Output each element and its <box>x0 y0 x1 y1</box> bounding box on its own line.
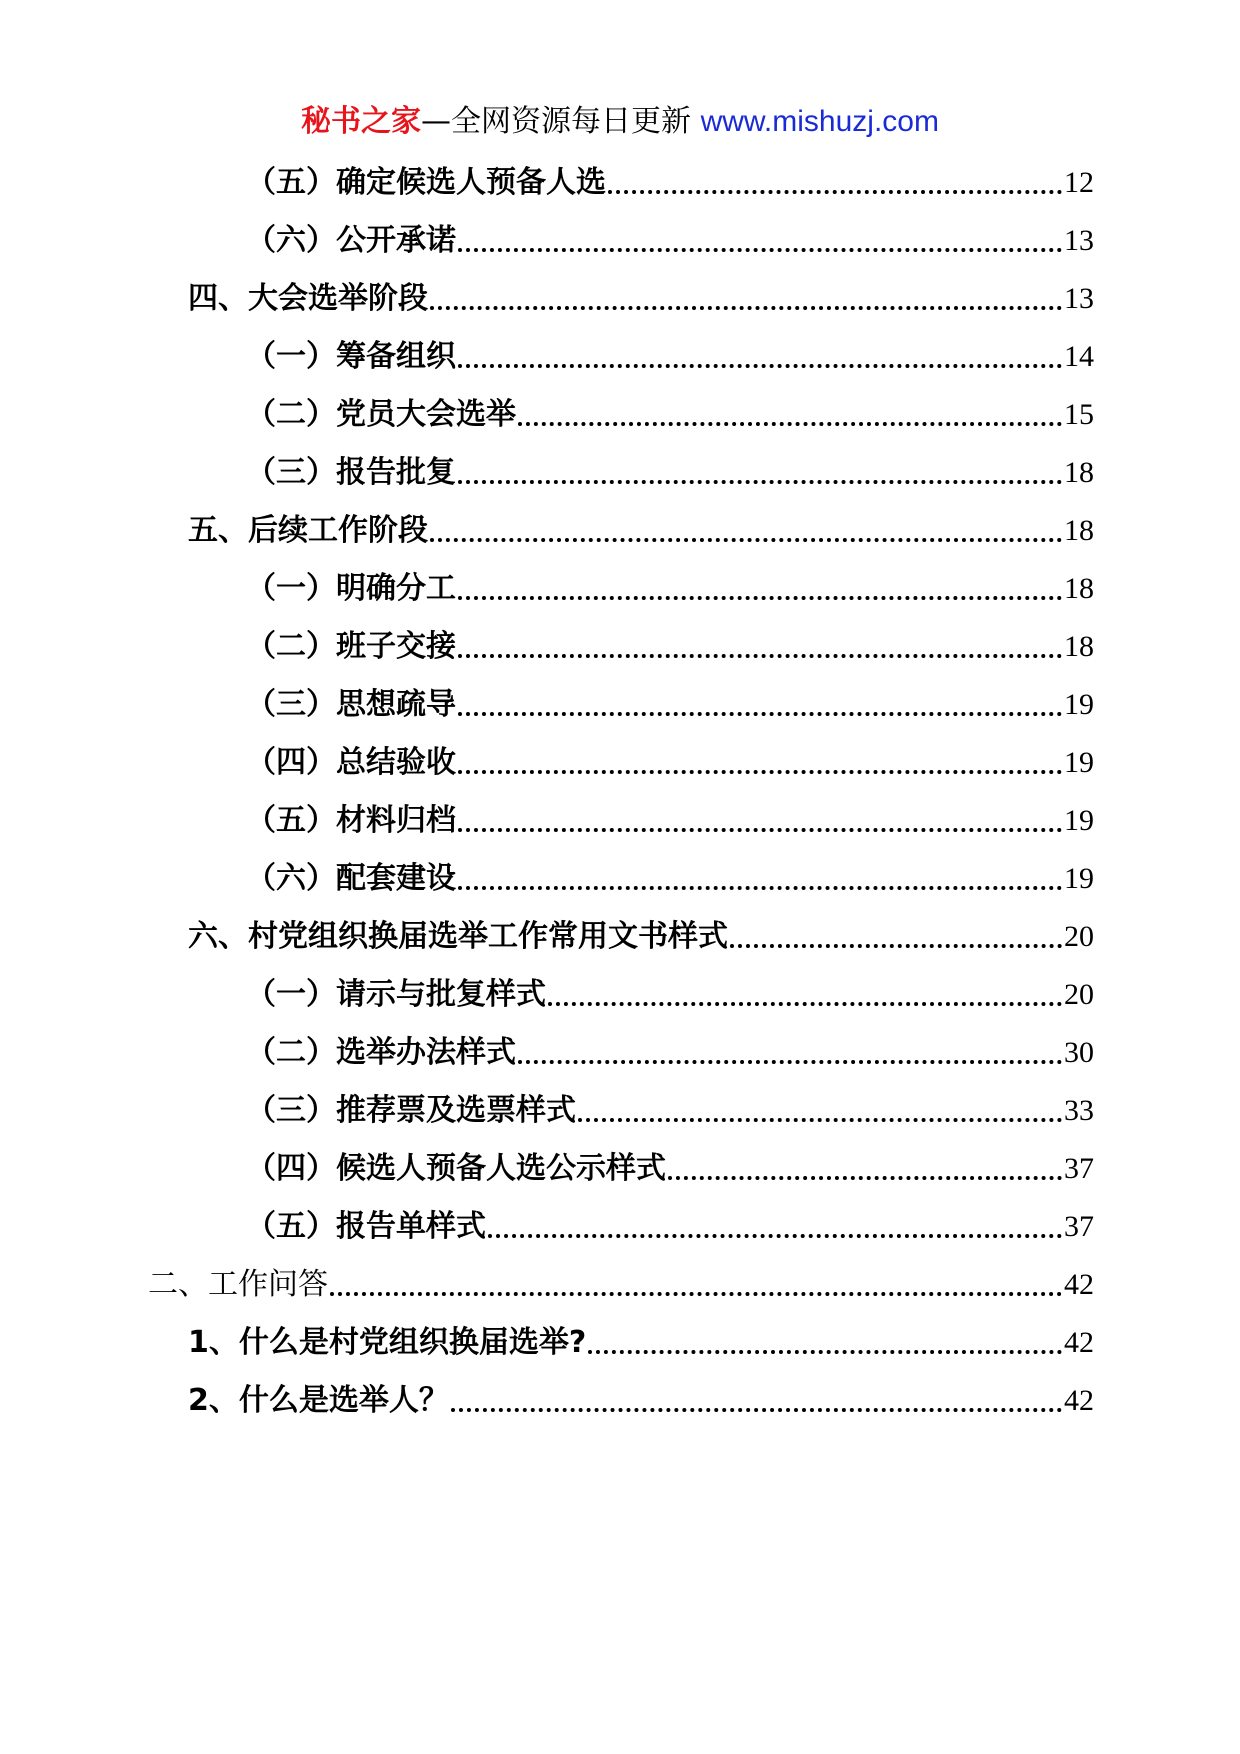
toc-entry[interactable] <box>246 801 1094 841</box>
toc-entry[interactable] <box>148 1265 1094 1305</box>
toc-entry-title: 2、什么是选举人？ <box>188 1383 449 1418</box>
toc-entry-page: 37 <box>1064 1210 1094 1243</box>
toc-entry-title: 五、后续工作阶段 <box>188 513 428 548</box>
toc-entry[interactable] <box>246 1033 1094 1073</box>
toc-entry[interactable] <box>246 395 1094 435</box>
toc-entry-title: （二）选举办法样式 <box>246 1035 516 1070</box>
toc-entry[interactable] <box>246 627 1094 667</box>
toc-entry[interactable] <box>246 975 1094 1015</box>
toc-entry-title: （五）材料归档 <box>246 803 456 838</box>
dot-leader <box>730 944 1062 948</box>
dot-leader <box>668 1176 1062 1180</box>
toc-entry-page: 30 <box>1064 1036 1094 1069</box>
toc-entry-title: （五）确定候选人预备人选 <box>246 165 606 200</box>
toc-entry-title: 1、什么是村党组织换届选举? <box>188 1325 587 1360</box>
toc-entry-page: 19 <box>1064 804 1094 837</box>
toc-entry-page: 42 <box>1064 1384 1094 1417</box>
dot-leader <box>458 596 1062 600</box>
toc-entry[interactable] <box>246 163 1094 203</box>
tagline: —全网资源每日更新 <box>421 104 701 139</box>
toc-entry[interactable] <box>246 1149 1094 1189</box>
dot-leader <box>588 1350 1062 1354</box>
dot-leader <box>451 1408 1062 1412</box>
site-url: www.mishuzj.com <box>700 105 939 138</box>
toc-entry-page: 19 <box>1064 746 1094 779</box>
dot-leader <box>458 886 1062 890</box>
toc-entry[interactable] <box>246 337 1094 377</box>
dot-leader <box>488 1234 1062 1238</box>
toc-entry-page: 33 <box>1064 1094 1094 1127</box>
toc-entry-page: 42 <box>1064 1326 1094 1359</box>
toc-entry[interactable] <box>246 685 1094 725</box>
toc-entry[interactable] <box>188 1323 1094 1363</box>
dot-leader <box>330 1292 1062 1296</box>
toc-entry-title: （四）候选人预备人选公示样式 <box>246 1151 666 1186</box>
toc-entry-title: （一）请示与批复样式 <box>246 977 546 1012</box>
toc-entry[interactable] <box>246 859 1094 899</box>
toc-entry-page: 12 <box>1064 166 1094 199</box>
toc-entry-title: （一）筹备组织 <box>246 339 456 374</box>
toc-entry-page: 42 <box>1064 1268 1094 1301</box>
dot-leader <box>458 480 1062 484</box>
dot-leader <box>578 1118 1062 1122</box>
dot-leader <box>608 190 1062 194</box>
toc-entry[interactable] <box>246 453 1094 493</box>
dot-leader <box>458 654 1062 658</box>
toc-entry-page: 18 <box>1064 514 1094 547</box>
toc-entry-title: （六）公开承诺 <box>246 223 456 258</box>
toc-entry-page: 20 <box>1064 920 1094 953</box>
brand-name: 秘书之家 <box>301 104 422 139</box>
toc-entry[interactable] <box>188 279 1094 319</box>
toc-entry[interactable] <box>246 221 1094 261</box>
toc-entry-title: （三）思想疏导 <box>246 687 456 722</box>
toc-entry[interactable] <box>188 511 1094 551</box>
toc-entry-page: 18 <box>1064 572 1094 605</box>
toc-entry-page: 19 <box>1064 688 1094 721</box>
toc-entry-page: 18 <box>1064 456 1094 489</box>
dot-leader <box>458 828 1062 832</box>
toc-entry[interactable] <box>188 1381 1094 1421</box>
toc-entry-page: 37 <box>1064 1152 1094 1185</box>
dot-leader <box>430 538 1062 542</box>
dot-leader <box>458 712 1062 716</box>
toc-entry-title: （二）班子交接 <box>246 629 456 664</box>
dot-leader <box>430 306 1062 310</box>
dot-leader <box>458 248 1062 252</box>
dot-leader <box>458 364 1062 368</box>
toc-entry-page: 18 <box>1064 630 1094 663</box>
dot-leader <box>458 770 1062 774</box>
dot-leader <box>518 422 1062 426</box>
toc-entry-title: （三）推荐票及选票样式 <box>246 1093 576 1128</box>
toc-entry[interactable] <box>246 569 1094 609</box>
dot-leader <box>518 1060 1062 1064</box>
toc-entry-title: （三）报告批复 <box>246 455 456 490</box>
watermark-header <box>0 102 1240 142</box>
toc-entry-page: 15 <box>1064 398 1094 431</box>
toc-entry[interactable] <box>246 743 1094 783</box>
dot-leader <box>548 1002 1062 1006</box>
toc-entry-title: 四、大会选举阶段 <box>188 281 428 316</box>
toc-entry-page: 13 <box>1064 282 1094 315</box>
toc-entry[interactable] <box>246 1091 1094 1131</box>
toc-entry-title: （六）配套建设 <box>246 861 456 896</box>
toc-entry-page: 20 <box>1064 978 1094 1011</box>
toc-entry-page: 14 <box>1064 340 1094 373</box>
toc-entry[interactable] <box>246 1207 1094 1247</box>
toc-entry-title: （四）总结验收 <box>246 745 456 780</box>
toc-entry-title: （五）报告单样式 <box>246 1209 486 1244</box>
toc-entry-title: 六、村党组织换届选举工作常用文书样式 <box>188 919 728 954</box>
toc-entry-title: （一）明确分工 <box>246 571 456 606</box>
toc-entry-title: 二、工作问答 <box>148 1267 328 1302</box>
toc-entry-page: 19 <box>1064 862 1094 895</box>
toc-entry[interactable] <box>188 917 1094 957</box>
toc-entry-page: 13 <box>1064 224 1094 257</box>
toc-entry-title: （二）党员大会选举 <box>246 397 516 432</box>
